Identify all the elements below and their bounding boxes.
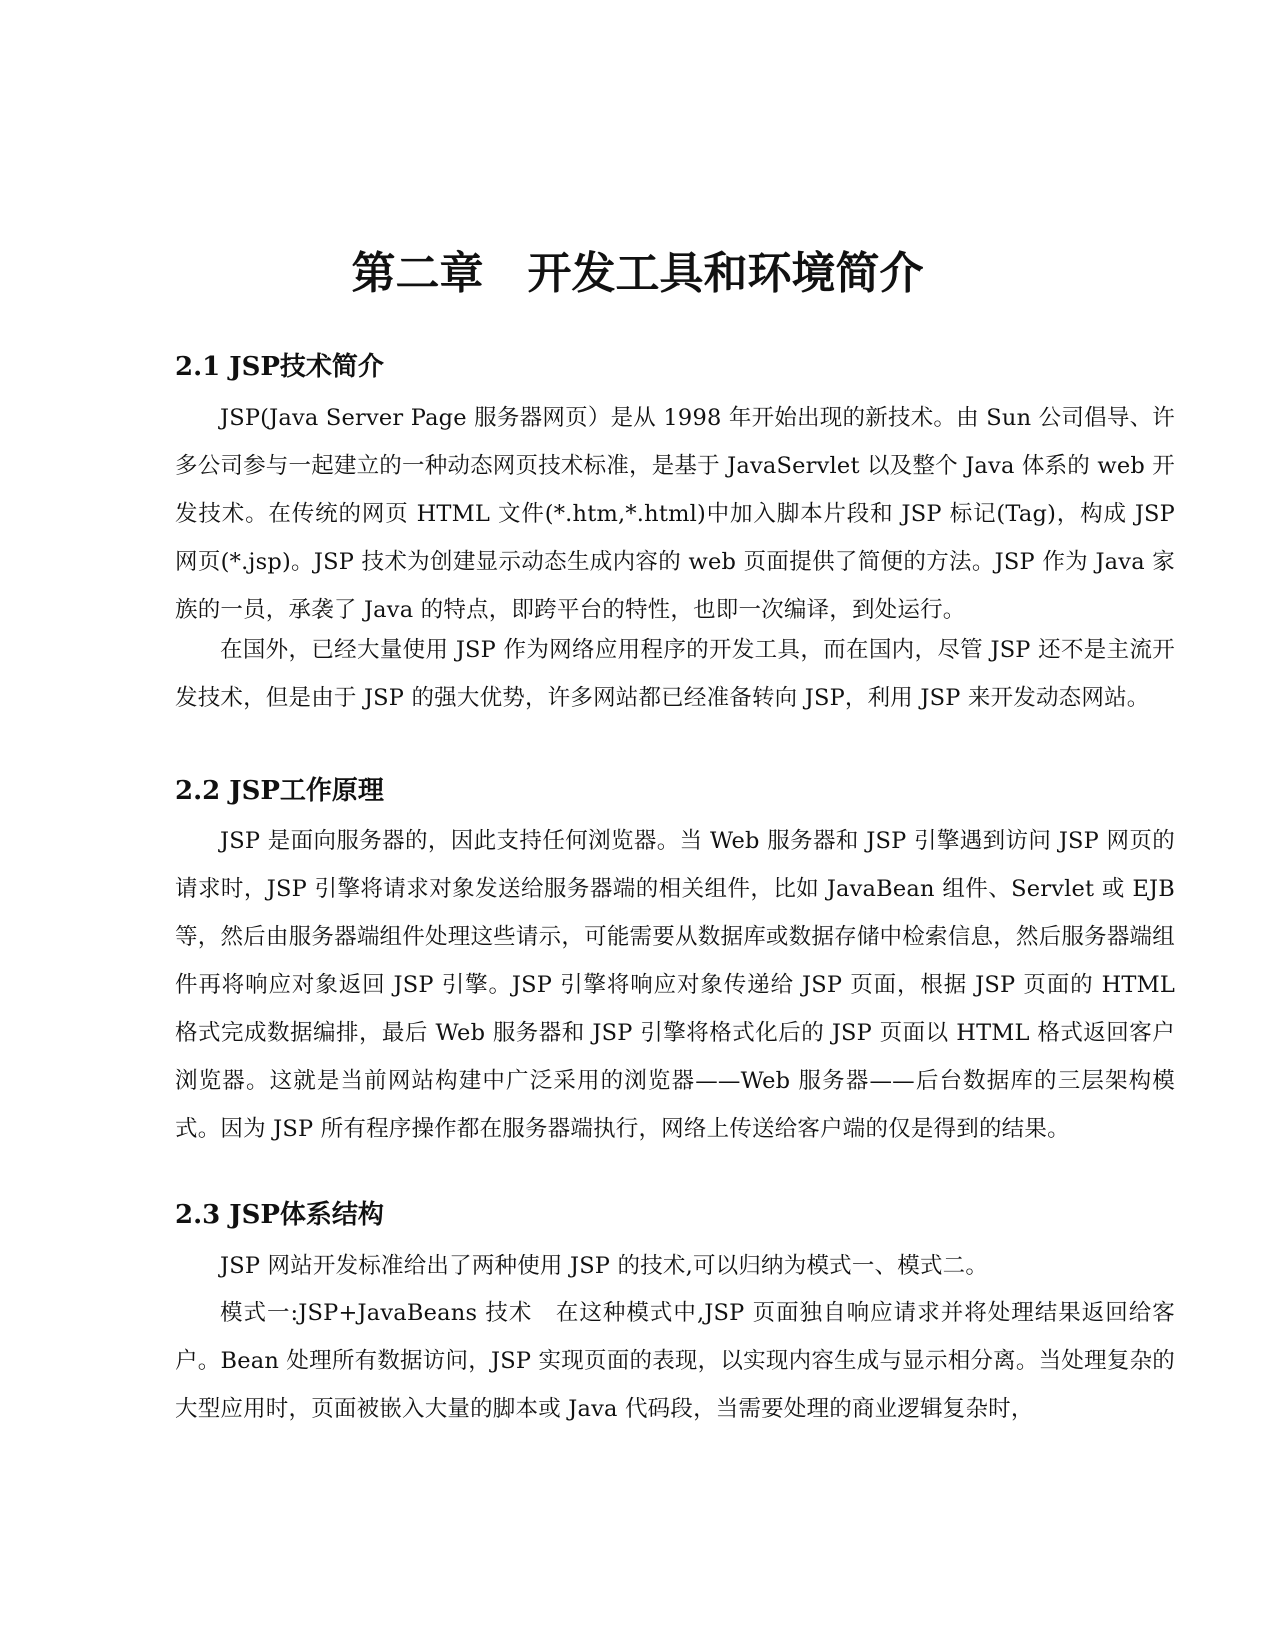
section-heading-2-1: 2.1 JSP技术简介 — [175, 352, 384, 382]
paragraph-2-2-1: JSP 是面向服务器的，因此支持任何浏览器。当 Web 服务器和 JSP 引擎遇到访问 JSP 网页的请求时，JSP 引擎将请求对象发送给服务器端的相关组件，比如 JavaBean 组件、Servlet 或 EJB 等，然后由服务器端组件处理这些请示，可能需要从数据库或数据存储中检索信息，然后服务器端组件再将响应对象返回 JSP 引擎。JSP 引擎将响应对象传递给 JSP 页面，根据 JSP 页面的 HTML 格式完成数据编排，最后 Web 服务器和 JSP 引擎将格式化后的 JSP 页面以 HTML 格式返回客户浏览器。这就是当前网站构建中广泛采用的浏览器——Web 服务器——后台数据库的三层架构模式。因为 JSP 所有程序操作都在服务器端执行，网络上传送给客户端的仅是得到的结果。 — [175, 828, 1175, 1142]
section-heading-2-2: 2.2 JSP工作原理 — [175, 776, 384, 806]
paragraph-2-3-2: 模式一:JSP+JavaBeans 技术 在这种模式中,JSP 页面独自响应请求并将处理结果返回给客户。Bean 处理所有数据访问，JSP 实现页面的表现，以实现内容生成与显示相分离。当处理复杂的大型应用时，页面被嵌入大量的脚本或 Java 代码段，当需要处理的商业逻辑复杂时， — [175, 1300, 1175, 1422]
paragraph-2-1-2: 在国外，已经大量使用 JSP 作为网络应用程序的开发工具，而在国内，尽管 JSP 还不是主流开发技术，但是由于 JSP 的强大优势，许多网站都已经准备转向 JSP，利用 JSP 来开发动态网站。 — [175, 637, 1175, 711]
section-heading-2-3: 2.3 JSP体系结构 — [175, 1200, 384, 1230]
paragraph-2-1-1: JSP(Java Server Page 服务器网页）是从 1998 年开始出现的新技术。由 Sun 公司倡导、许多公司参与一起建立的一种动态网页技术标准，是基于 JavaServlet 以及整个 Java 体系的 web 开发技术。在传统的网页 HTML 文件(*.htm,*.html)中加入脚本片段和 JSP 标记(Tag)，构成 JSP 网页(*.jsp)。JSP 技术为创建显示动态生成内容的 web 页面提供了简便的方法。JSP 作为 Java 家族的一员，承袭了 Java 的特点，即跨平台的特性，也即一次编译，到处运行。 — [175, 405, 1175, 623]
paragraph-2-3-1: JSP 网站开发标准给出了两种使用 JSP 的技术,可以归纳为模式一、模式二。 — [220, 1253, 989, 1279]
chapter-title: 第二章 开发工具和环境简介 — [351, 248, 924, 299]
